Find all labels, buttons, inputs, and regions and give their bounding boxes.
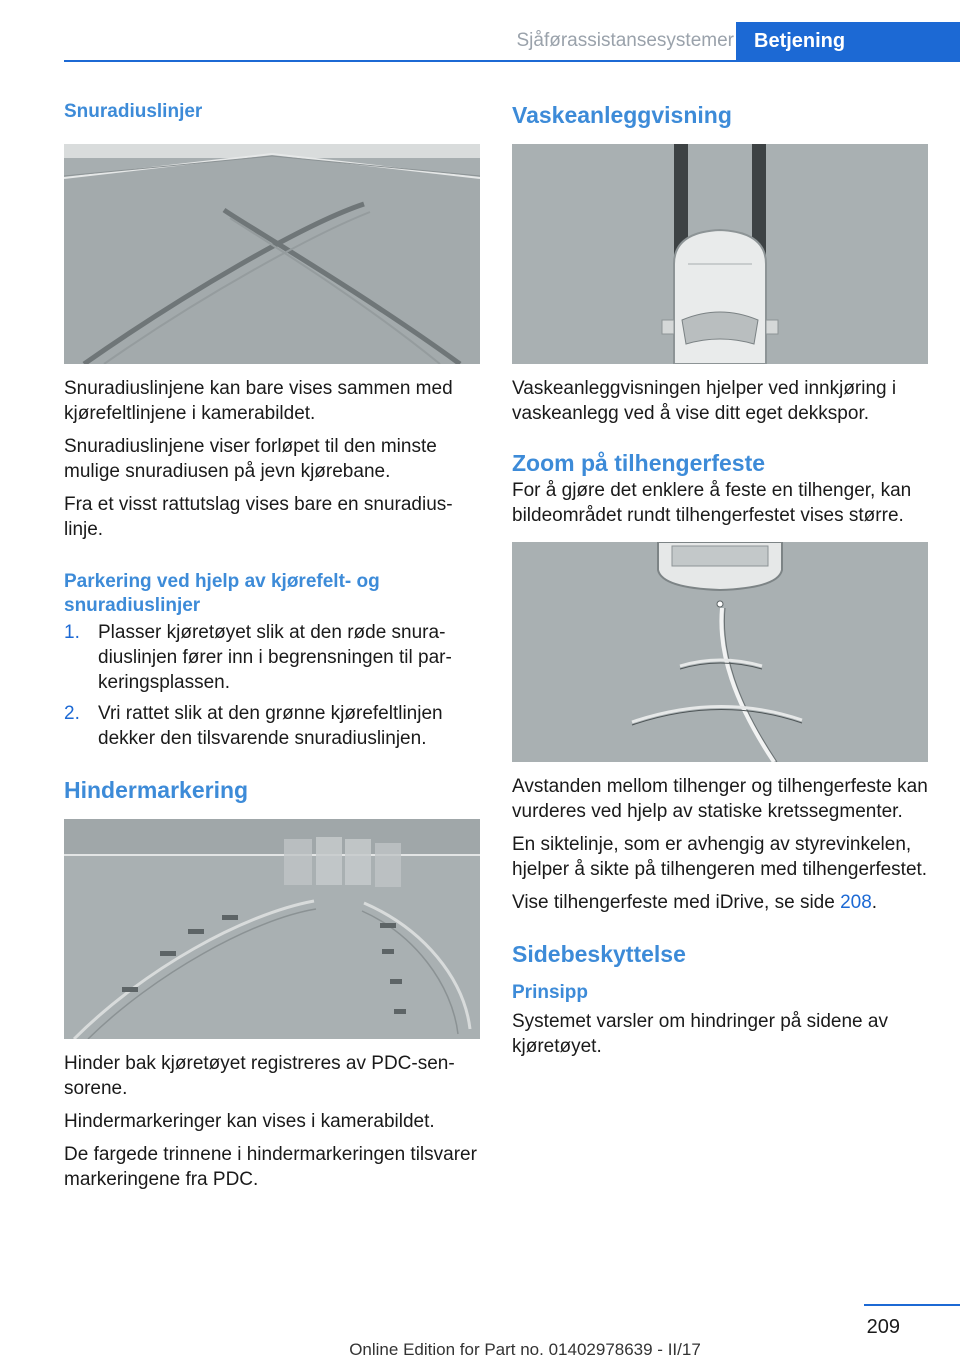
heading-snuradiuslinjer: Snuradiuslinjer [64,101,203,122]
list-item-text: Vri rattet slik at den grønne kjørefeltlinjen dekker den tilsvarende snuradiuslinjen. [98,703,443,749]
header-rule [64,60,960,62]
header-section-title: Sjåførassistansesystemer [516,30,734,51]
reference-period: . [871,892,878,913]
trailer-hitch-zoom-figure [512,542,928,762]
edition-note: Online Edition for Part no. 01402978639 - II/17 [349,1340,701,1359]
paragraph-colored-steps: De fargede trinnene i hindermarkeringen tilsvarer markeringene fra PDC. [64,1144,477,1190]
heading-prinsipp: Prinsipp [512,982,589,1003]
page-number: 209 [866,1316,900,1338]
right-column [512,100,928,1059]
reference-text: Vise tilhengerfeste med iDrive, se side [512,892,841,913]
paragraph-side-protection: Systemet varsler om hindringer på sidene av kjøretøyet. [512,1011,888,1057]
header-chapter-tab: Betjening [736,22,960,62]
heading-zoom-tilhengerfeste: Zoom på tilhengerfeste [512,450,766,476]
heading-hindermarkering: Hindermarkering [64,777,249,803]
parking-steps-list [64,620,480,751]
paragraph-sight-line: En siktelinje, som er avhengig av styrevinkelen, hjelper å sikte på tilhengeren med tilhengerfestet. [512,834,928,880]
page-header [64,22,960,62]
paragraph-zoom-description: For å gjøre det enklere å feste en tilhenger, kan bildeområdet rundt tilhengerfestet vises større. [512,480,912,526]
left-column [64,100,480,1192]
list-item [64,701,480,751]
paragraph-steering-angle: Fra et visst rattutslag vises bare en snuradiuslinje. [64,494,453,540]
obstacle-marking-figure [64,819,480,1039]
paragraph-obstacle-markings-shown: Hindermarkeringer kan vises i kamerabildet. [64,1111,435,1132]
paragraph-distance-segments: Avstanden mellom tilhenger og tilhengerfeste kan vurderes ved hjelp av statiske kretssegmenter. [512,776,928,822]
paragraph-turning-lines-with-lanes: Snuradiuslinjene kan bare vises sammen med kjørefeltlinjene i kamerabildet. [64,378,453,424]
paragraph-turning-lines-description: Snuradiuslinjene viser forløpet til den minste mulige snuradiusen på jevn kjørebane. [64,436,437,482]
paragraph-car-wash: Vaskeanleggvisningen hjelper ved innkjøring i vaskeanlegg ved å vise ditt eget dekkspor. [512,378,897,424]
list-item-number: 1. [64,622,80,643]
list-item-text: Plasser kjøretøyet slik at den røde snuradiuslinjen fører inn i begrensningen til parkeringsplassen. [98,622,452,693]
list-item-number: 2. [64,703,80,724]
footer-rule [864,1304,960,1306]
list-item [64,620,480,695]
heading-parking-with-lines: Parkering ved hjelp av kjørefelt- og snuradiuslinjer [64,571,380,616]
heading-sidebeskyttelse: Sidebeskyttelse [512,941,686,967]
paragraph-pdc-sensors: Hinder bak kjøretøyet registreres av PDC-sensorene. [64,1053,455,1099]
heading-vaskeanleggvisning: Vaskeanleggvisning [512,102,732,128]
paragraph-idrive-reference [512,890,928,915]
page-reference-link[interactable]: 208 [840,892,872,913]
turning-radius-lines-figure [64,144,480,364]
car-wash-view-figure [512,144,928,364]
